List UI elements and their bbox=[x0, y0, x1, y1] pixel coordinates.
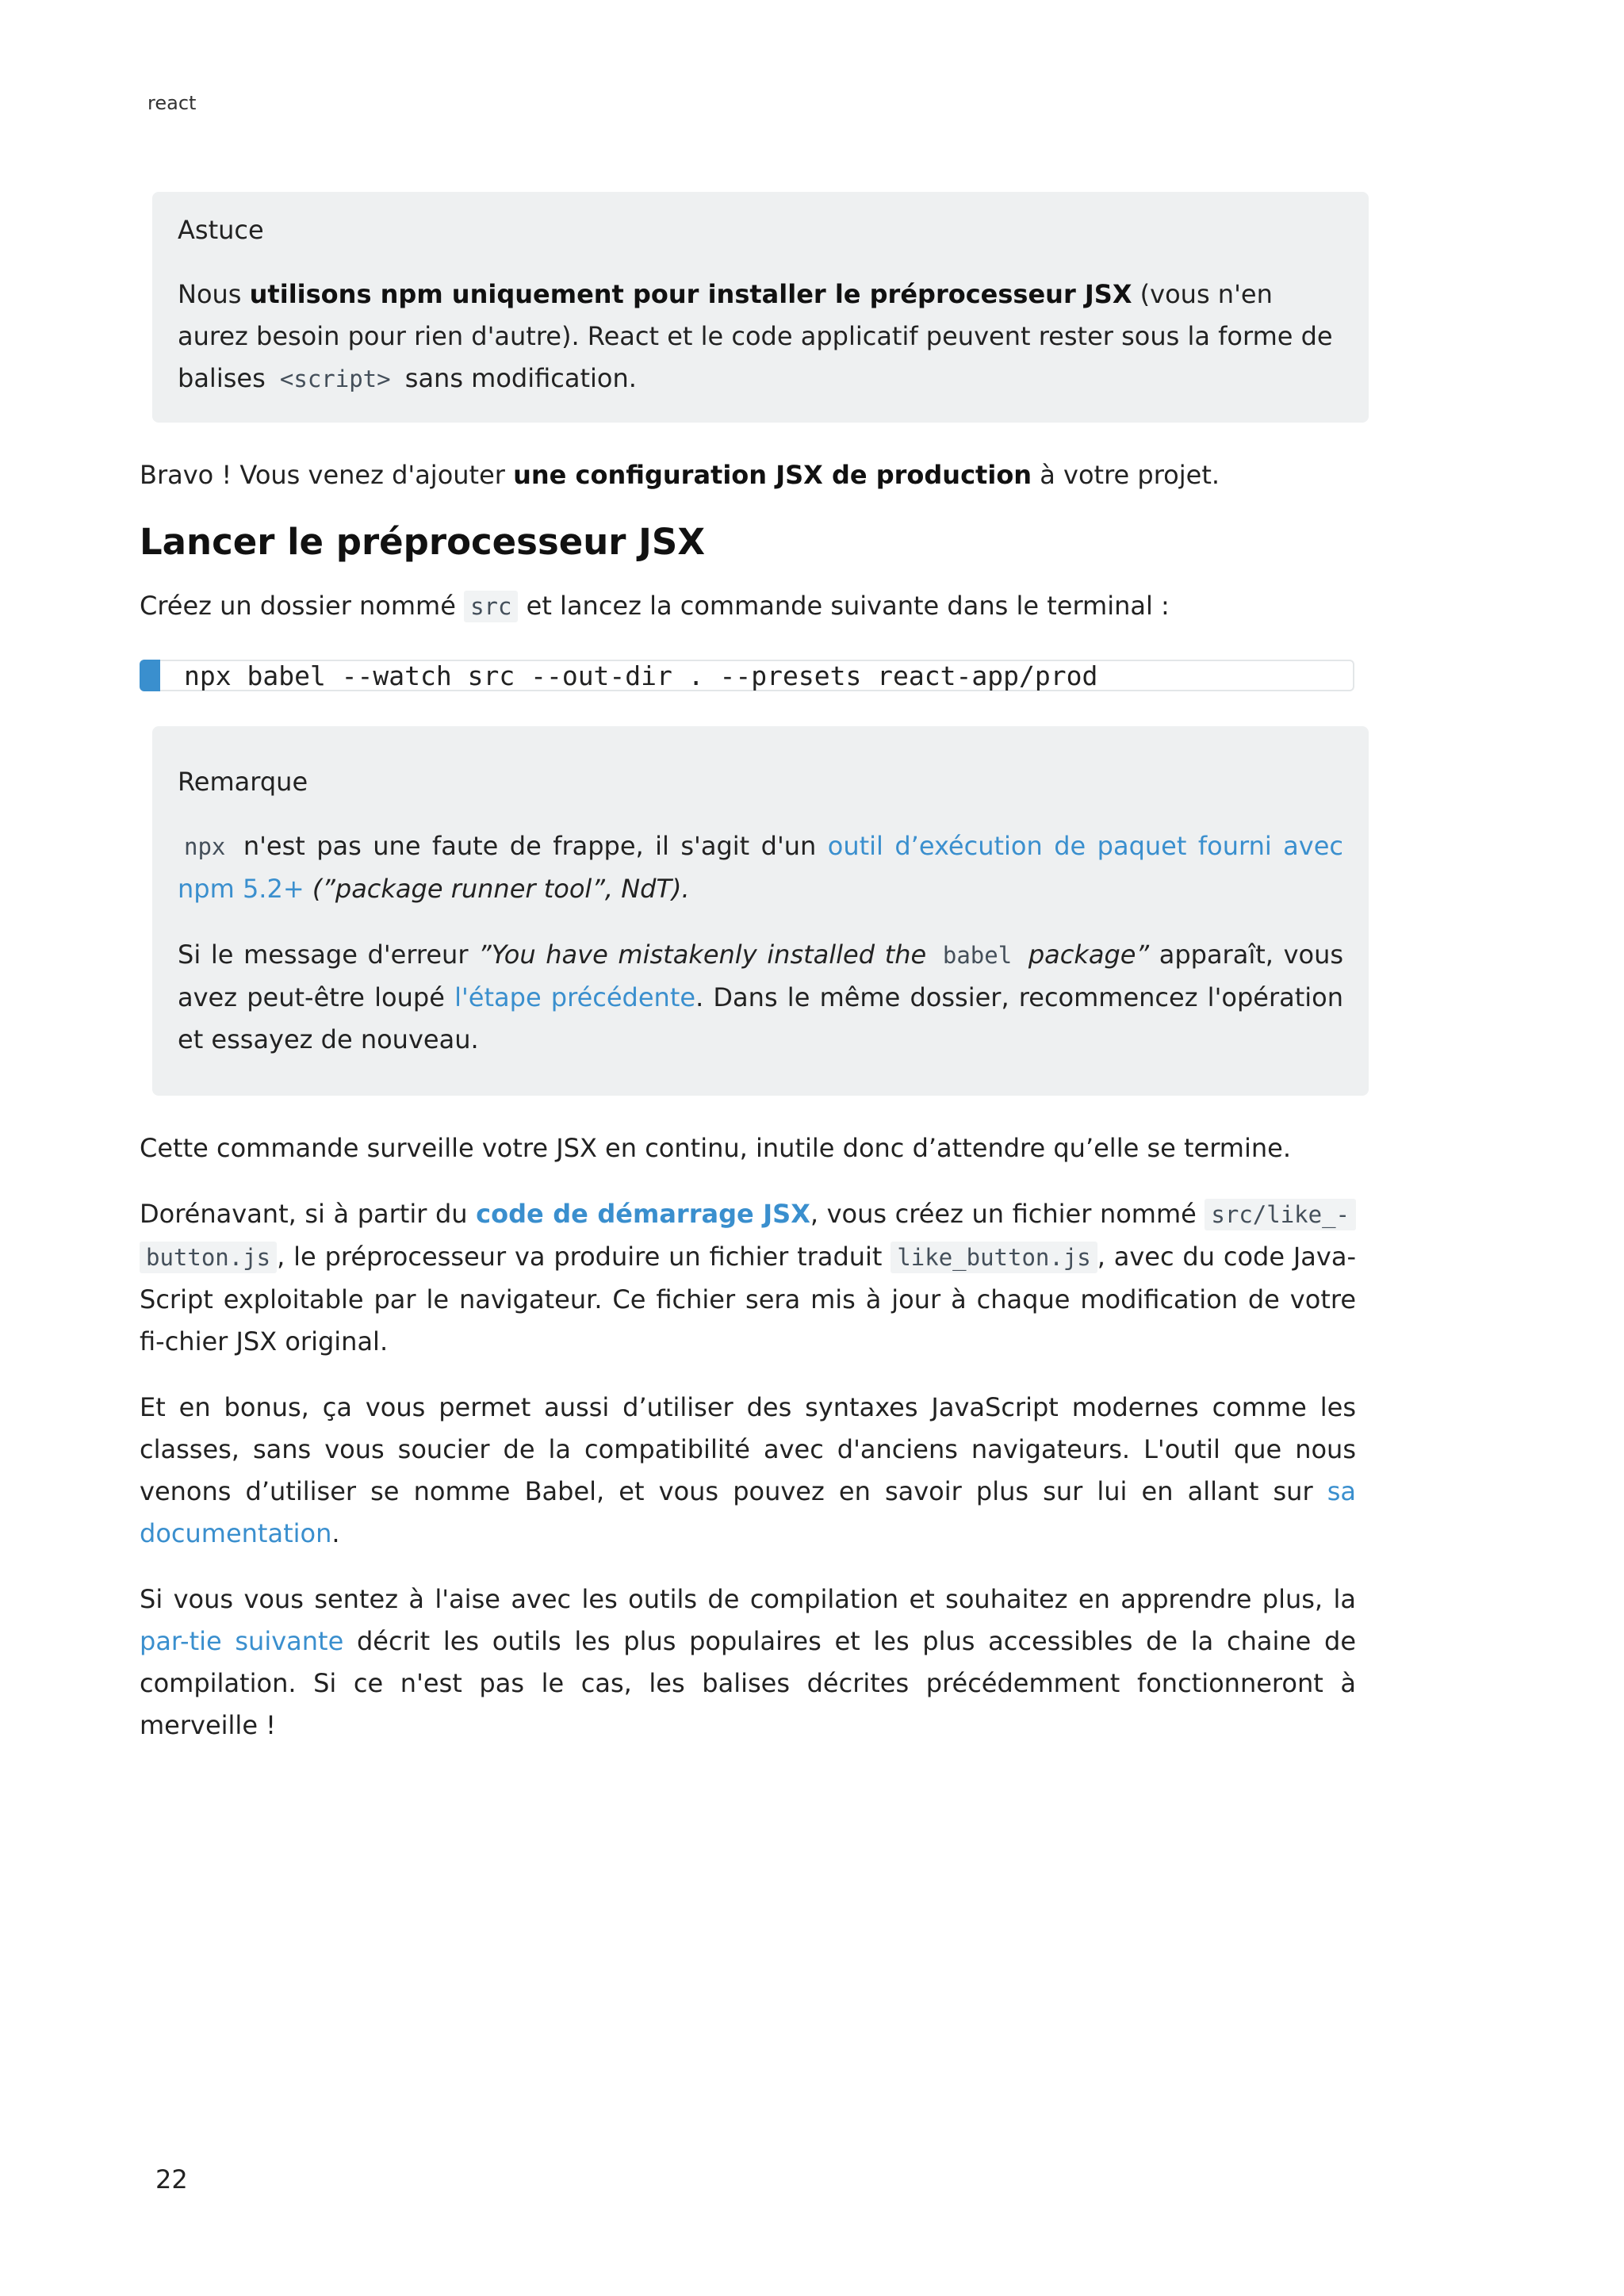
like-button-code: like_button.js bbox=[891, 1242, 1097, 1273]
text: Si le message d'erreur bbox=[178, 939, 479, 970]
command-code-block[interactable] bbox=[140, 660, 1354, 691]
page-content bbox=[140, 192, 1356, 1747]
text: sans modification. bbox=[396, 363, 637, 393]
note-title: Remarque bbox=[178, 767, 308, 797]
note-callout bbox=[152, 726, 1369, 1096]
text: Bravo ! Vous venez d'ajouter bbox=[140, 460, 514, 490]
starter-paragraph bbox=[140, 1193, 1356, 1363]
text: décrit les outils les plus populaires et les plus accessibles de la chaine de compilation. Si ce n'est pas le cas, les balises décrites précédemment fonctionneront à merveille ! bbox=[140, 1626, 1357, 1740]
tip-callout bbox=[152, 192, 1369, 423]
text: n'est pas une faute de frappe, il s'agit d'un bbox=[232, 831, 828, 861]
text: et lancez la commande suivante dans le terminal : bbox=[518, 591, 1170, 621]
tip-bold: utilisons npm uniquement pour installer le préprocesseur JSX bbox=[249, 279, 1132, 309]
watch-paragraph: Cette commande surveille votre JSX en continu, inutile donc d’attendre qu’elle se termine. bbox=[140, 1133, 1291, 1163]
note-paragraph-error bbox=[178, 934, 1343, 1061]
text: Dorénavant, si à partir du bbox=[140, 1199, 477, 1229]
text: Nous bbox=[178, 279, 250, 309]
text: , le préprocesseur va produire un fichier traduit bbox=[277, 1242, 891, 1272]
text: Créez un dossier nommé bbox=[140, 591, 465, 621]
previous-step-link[interactable]: l'étape précédente bbox=[454, 982, 696, 1012]
tip-title: Astuce bbox=[178, 215, 264, 245]
create-folder-paragraph bbox=[140, 585, 1356, 628]
src-code: src bbox=[464, 591, 518, 622]
section-heading: Lancer le préprocesseur JSX bbox=[140, 521, 706, 563]
text: , vous créez un fichier nommé bbox=[810, 1199, 1205, 1229]
text: . Dans le même dossier, recommencez l'opération et essayez de nouveau. bbox=[178, 982, 1344, 1054]
text: Et en bonus, ça vous permet aussi d’utiliser des syntaxes JavaScript modernes comme les classes, sans vous soucier de la compatibilité avec d'anciens navigateurs. L'outil que nous venons d’utiliser se nomme Babel, et vous pouvez en savoir plus sur lui en allant sur bbox=[140, 1392, 1356, 1506]
package-runner-link[interactable]: outil d’exécution de paquet fourni avec npm 5.2+ bbox=[178, 831, 1343, 904]
bonus-paragraph bbox=[140, 1387, 1356, 1555]
script-tag-code: <script> bbox=[279, 365, 391, 392]
text: , avec du code Java-Script exploitable par le navigateur. Ce fichier sera mis à jour à chaque modification de votre fi-chier JSX original. bbox=[140, 1242, 1356, 1357]
babel-code: babel bbox=[942, 942, 1013, 969]
running-header: react bbox=[147, 92, 197, 114]
code-block-marker bbox=[140, 660, 160, 691]
text: à votre projet. bbox=[1032, 460, 1220, 490]
text: (”package runner tool”, NdT). bbox=[304, 874, 690, 904]
npx-code: npx bbox=[184, 833, 226, 860]
tip-paragraph bbox=[178, 274, 1343, 400]
text: package” bbox=[1018, 939, 1150, 970]
page-number: 22 bbox=[155, 2164, 188, 2195]
bravo-bold: une configuration JSX de production bbox=[513, 460, 1032, 490]
babel-docs-link[interactable]: sa documentation bbox=[140, 1476, 1356, 1548]
next-part-link[interactable]: par-tie suivante bbox=[140, 1626, 344, 1656]
note-paragraph-npx bbox=[178, 825, 1343, 910]
src-like-button-code-cont: button.js bbox=[140, 1242, 277, 1273]
jsx-starter-link[interactable]: code de démarrage JSX bbox=[476, 1199, 810, 1229]
text: apparaît, vous avez peut-être loupé bbox=[178, 939, 1344, 1012]
text: (vous n'en aurez besoin pour rien d'autre). React et le code applicatif peuvent rester sous la forme de balises bbox=[178, 279, 1333, 393]
toolchain-paragraph bbox=[140, 1578, 1356, 1747]
text: Si vous vous sentez à l'aise avec les outils de compilation et souhaitez en apprendre plus, la bbox=[140, 1584, 1356, 1614]
bravo-paragraph bbox=[140, 454, 1356, 496]
text: . bbox=[331, 1518, 340, 1548]
text: ”You have mistakenly installed the bbox=[478, 939, 936, 970]
src-like-button-code: src/like_- bbox=[1205, 1199, 1356, 1230]
command-text: npx babel --watch src --out-dir . --presets react-app/prod bbox=[184, 660, 1098, 691]
